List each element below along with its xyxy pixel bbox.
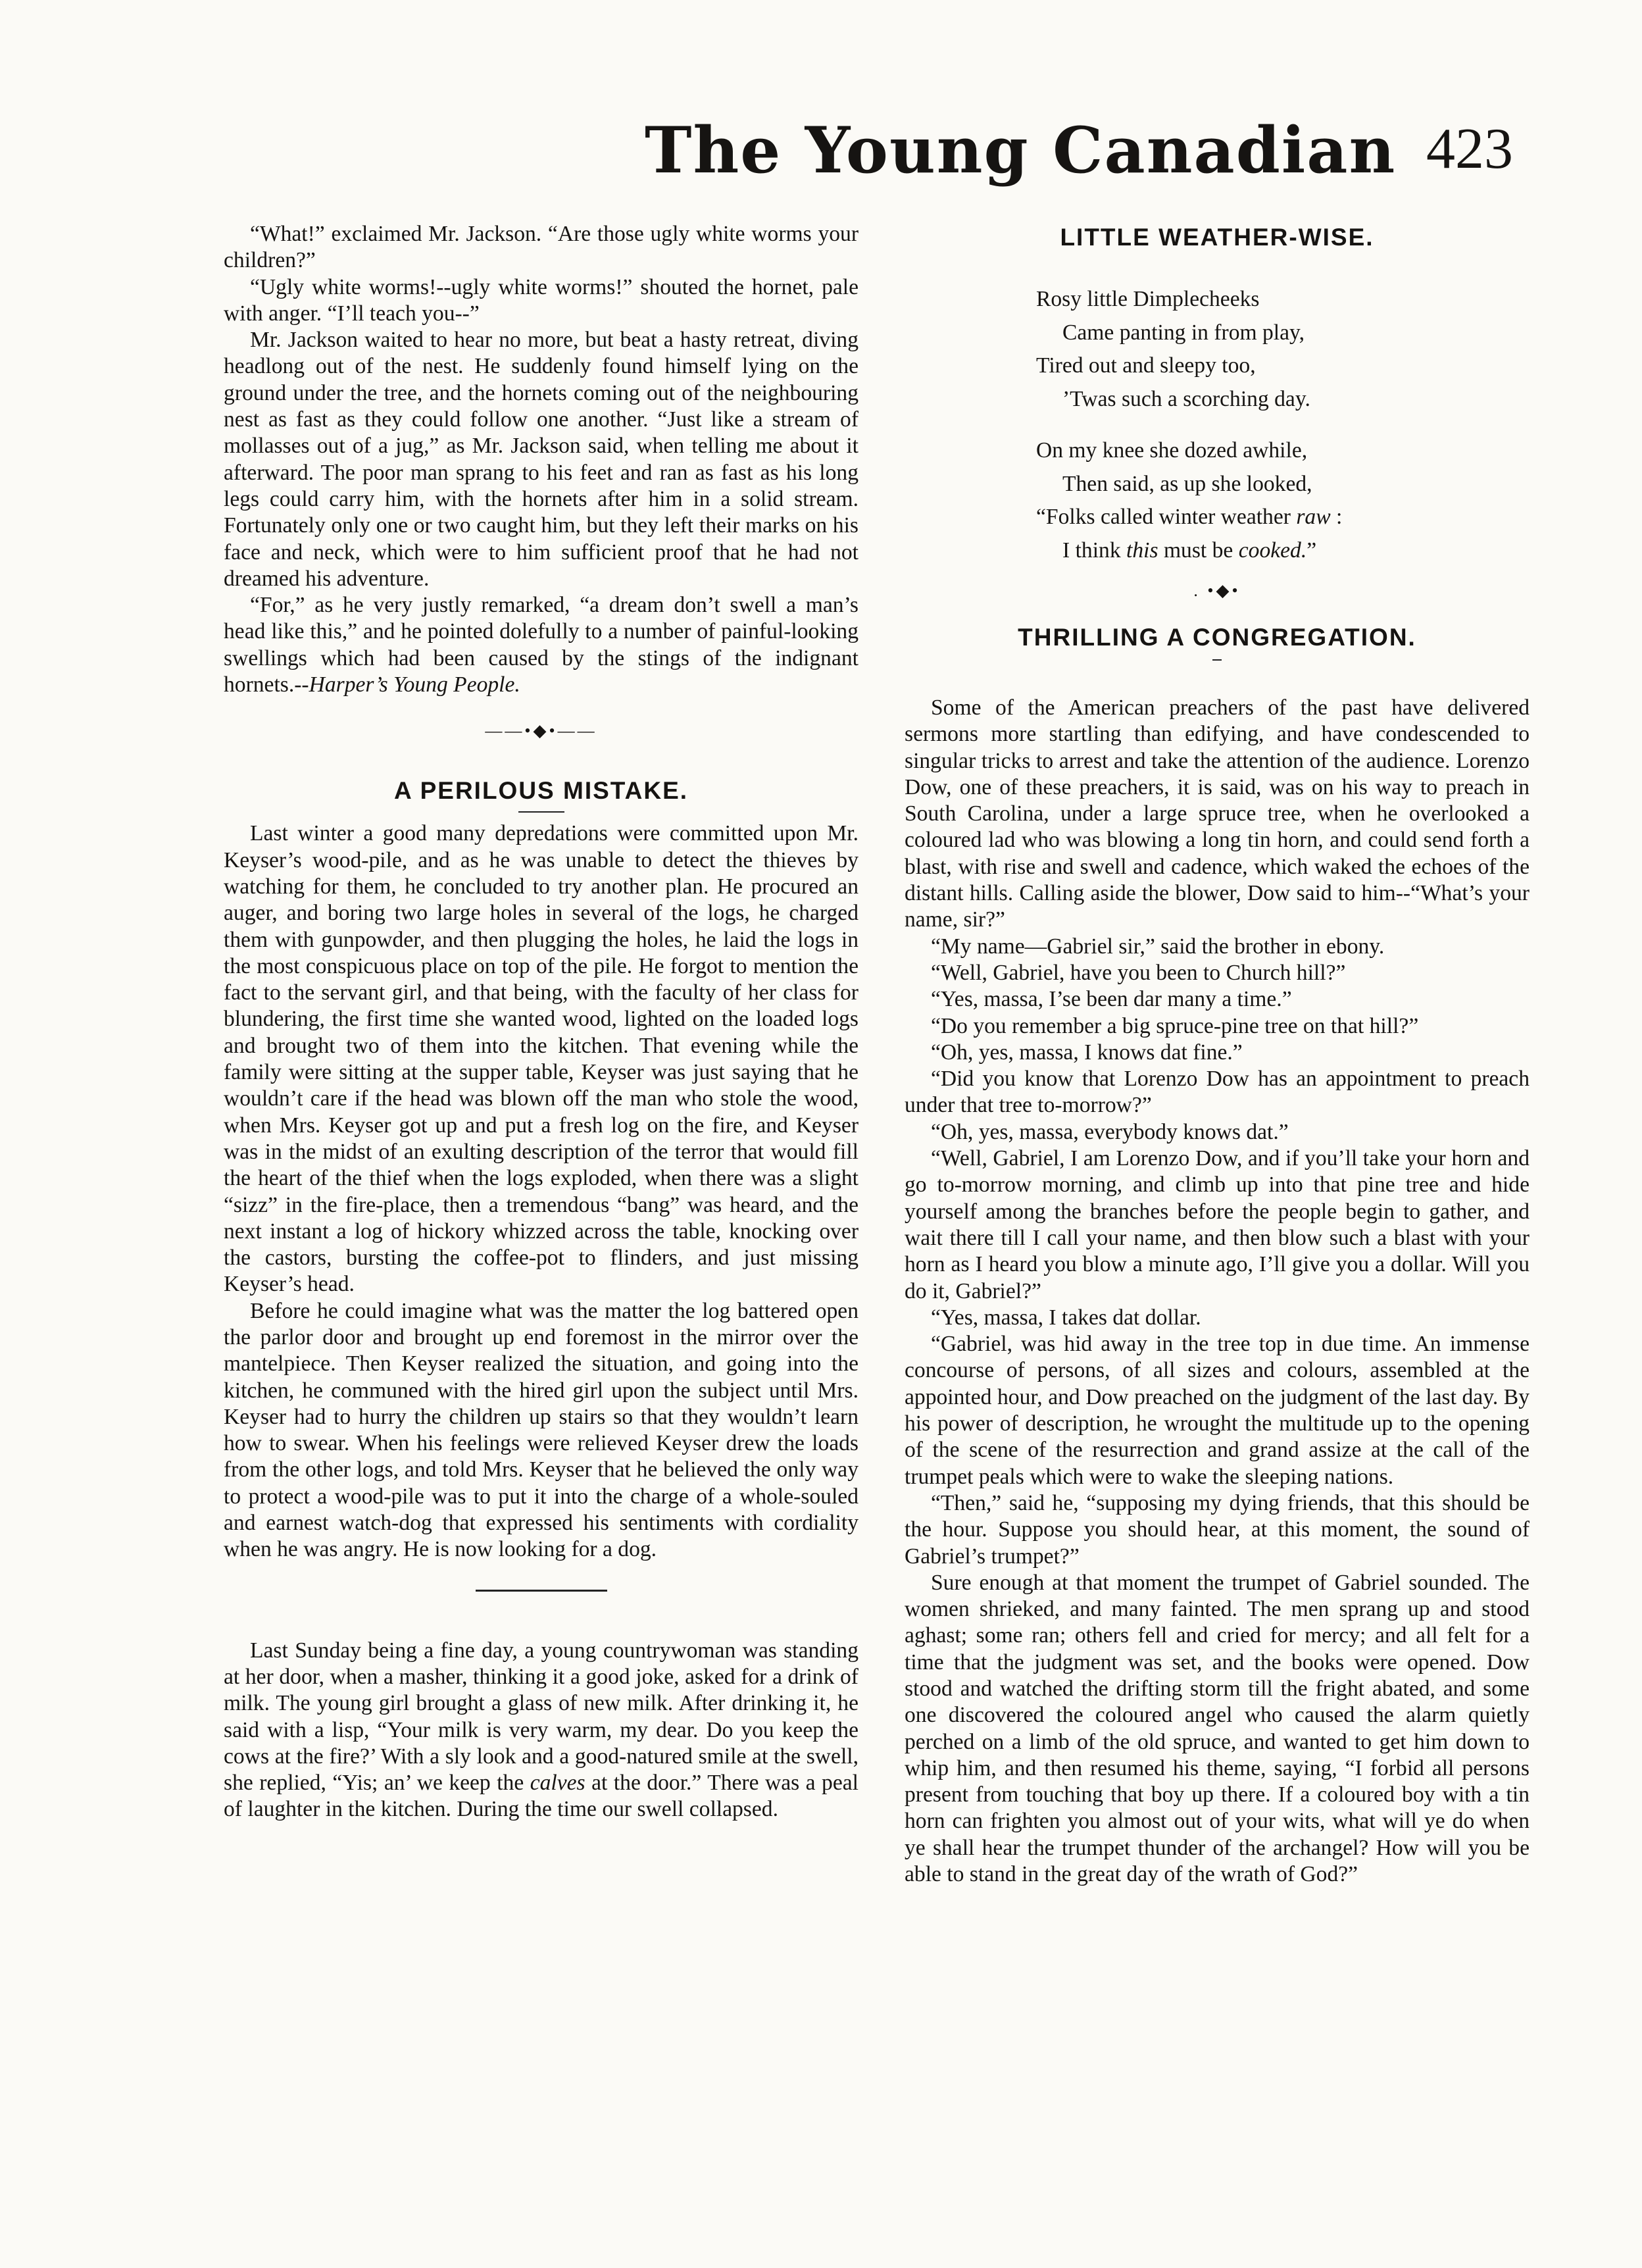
- poem-text: I think: [1062, 538, 1121, 563]
- article-paragraph: “Then,” said he, “supposing my dying friends, that this should be the hour. Suppose you should hear, at this moment, the sound of Gabriel’s trumpet?”: [905, 1490, 1530, 1569]
- poem-emphasis: raw: [1296, 505, 1331, 529]
- poem-line: ’Twas such a scorching day.: [1062, 386, 1310, 411]
- heading-perilous-mistake: A PERILOUS MISTAKE.: [393, 777, 689, 805]
- stanza-gap: [1036, 416, 1530, 434]
- poem-line: On my knee she dozed awhile,: [1036, 438, 1308, 463]
- story-closing-text: “For,” as he very justly remarked, “a dream don’t swell a man’s head like this,” and he pointed dolefully to a number of painful-looking swellings which had been caused by the stings of the indignant hornets.: [224, 593, 858, 697]
- section-ornament: . •◆•: [1193, 581, 1241, 600]
- poem-emphasis: this: [1126, 538, 1158, 563]
- anecdote-emphasis: calves: [530, 1771, 585, 1796]
- section-divider: ——•◆•——: [485, 721, 597, 741]
- poem-line: Tired out and sleepy too,: [1036, 353, 1256, 378]
- poem-text: must be: [1163, 538, 1233, 563]
- dialogue-line: “Yes, massa, I takes dat dollar.: [931, 1305, 1201, 1330]
- anecdote-text: Last Sunday being a fine day, a young countrywoman was standing at her door, when a masher, thinking it a good joke, asked for a drink of milk. The young girl brought a glass of new milk. After drinking it, he said with a lisp, “Your milk is very warm, my dear. Do you keep the cows at the fire?’ With a sly look and a good-natured smile at the swell, she replied, “Yis; an’ we keep the: [224, 1638, 858, 1796]
- anecdote-text-end: at the door.” There was a peal of laughter in the kitchen. During the time our swell collapsed.: [224, 1771, 858, 1822]
- dialogue-line: “Well, Gabriel, have you been to Church hill?”: [931, 960, 1346, 985]
- article-paragraph: Sure enough at that moment the trumpet of Gabriel sounded. The women shrieked, and many fainted. The men sprang up and stood aghast; some ran; others fell and cried for mercy; and all felt for a time that the judgment was set, and the books were opened. Dow stood and watched the drifting storm till the fright abated, and some one discovered the coloured angel who caused the alarm quietly perched on a limb of the old spruce, and wanted to get him down to whip him, and then resumed his theme, saying, “I forbid all persons present from touching that boy up there. If a coloured boy with a tin horn can frighten you almost out of your wits, what will ye do when ye shall hear the trumpet thunder of the archangel? How will you be able to stand in the great day of the wrath of God?”: [905, 1570, 1530, 1887]
- article-paragraph: Some of the American preachers of the past have delivered sermons more startling than edifying, and have condescended to singular tricks to arrest and take the attention of the audience. Lorenzo Dow, one of these preachers, it is said, was on his way to preach in South Carolina, under a large spruce tree, when he overlooked a coloured lad who was blowing a long tin horn, and could send forth a blast, with rise and swell and cadence, which waked the echoes of the distant hills. Calling aside the blower, Dow said to him--“What’s your name, sir?”: [905, 695, 1530, 932]
- dialogue-line: “Oh, yes, massa, everybody knows dat.”: [931, 1119, 1289, 1144]
- anecdote-paragraph: [224, 1638, 858, 1823]
- dialogue-line: “Did you know that Lorenzo Dow has an appointment to preach under that tree to-morrow?”: [905, 1067, 1530, 1118]
- dialogue-line: “Oh, yes, massa, I knows dat fine.”: [931, 1040, 1243, 1065]
- page-header: [197, 113, 1513, 199]
- poem-text: ”: [1306, 538, 1317, 563]
- poem-text: “Folks called winter weather: [1036, 505, 1291, 529]
- right-column: [905, 221, 1530, 2208]
- poem-line: [1036, 501, 1530, 534]
- page-number: 423: [1426, 117, 1513, 181]
- dialogue-line: “Yes, massa, I’se been dar many a time.”: [931, 987, 1292, 1012]
- poem-line: Then said, as up she looked,: [1062, 471, 1312, 496]
- heading-thrilling-congregation: THRILLING A CONGREGATION.: [1018, 624, 1416, 651]
- poem-line: Rosy little Dimplecheeks: [1036, 287, 1260, 311]
- article-paragraph: Last winter a good many depredations were committed upon Mr. Keyser’s wood-pile, and as he was unable to detect the thieves by watching for them, he concluded to try another plan. He procured an auger, and boring two large holes in several of the logs, he charged them with gunpowder, and then plugging the holes, he laid the logs in the most conspicuous place on top of the pile. He forgot to mention the fact to the servant girl, and that being, with the faculty of her class for blundering, the first time she wanted wood, lighted on the loaded logs and brought two of them into the kitchen. That evening while the family were sitting at the supper table, Keyser was just saying that he wouldn’t care if the head was blown off the man who stole the wood, when Mrs. Keyser got up and put a fresh log on the fire, and Keyser was in the midst of an exulting description of the terror that would fill the heart of the thief when the logs exploded, when there was a slight “sizz” in the fire-place, then a tremendous “bang” was heard, and the next instant a log of hickory whizzed across the table, knocking over the castors, bursting the coffee-pot to flinders, and just missing Keyser’s head.: [224, 821, 858, 1297]
- story-paragraph: “What!” exclaimed Mr. Jackson. “Are those ugly white worms your children?”: [224, 222, 858, 273]
- story-paragraph: “Ugly white worms!--ugly white worms!” shouted the hornet, pale with anger. “I’ll teach you--”: [224, 274, 858, 326]
- story-closing-paragraph: [224, 592, 858, 698]
- article-paragraph: “Gabriel, was hid away in the tree top in due time. An immense concourse of persons, of all sizes and colours, assembled at the appointed hour, and Dow preached on the judgment of the last day. By his power of description, he wrought the multitude up to the opening of the scene of the resurrection and grand assize at the call of the trumpet peals which were to wake the sleeping nations.: [905, 1332, 1530, 1489]
- article-paragraph: Before he could imagine what was the matter the log battered open the parlor door and brought up end foremost in the mirror over the mantelpiece. Then Keyser realized the situation, and going into the kitchen, he communed with the hired girl upon the subject until Mrs. Keyser had to hurry the children up stairs so that they wouldn’t learn how to swear. When his feelings were relieved Keyser drew the loads from the other logs, and told Mrs. Keyser that he believed the only way to protect a wood-pile was to put it into the charge of a whole-souled and earnest watch-dog that expressed his sentiments with cordiality when he was angry. He is now looking for a dog.: [224, 1298, 858, 1562]
- masthead-title: The Young Canadian: [645, 113, 1397, 188]
- story-paragraph: Mr. Jackson waited to hear no more, but beat a hasty retreat, diving headlong out of the nest. He suddenly found himself lying on the ground under the tree, and the hornets coming out of the neighbouring nest as fast as they could follow one another. “Just like a stream of mollasses out of a jug,” as Mr. Jackson said, when telling me about it afterward. The poor man sprang to his feet and ran as fast as his long legs could carry him, with the hornets after him in a solid stream. Fortunately only one or two caught him, but they left their marks on his face and neck, which were to him sufficient proof that he had not dreamed his adventure.: [224, 328, 858, 591]
- dialogue-line: “Well, Gabriel, I am Lorenzo Dow, and if you’ll take your horn and go to-morrow morning, and climb up into that pine tree and hide yourself among the branches before the people begin to gather, and wait there till I call your name, and then blow such a blast with your horn as I heard you blow a minute ago, I’ll give you a dollar. Will you do it, Gabriel?”: [905, 1146, 1530, 1303]
- poem-line: Came panting in from play,: [1062, 320, 1305, 345]
- source-credit: --Harper’s Young People.: [294, 672, 520, 697]
- poem-text: :: [1336, 505, 1343, 529]
- left-column: [224, 221, 858, 2162]
- poem-emphasis: cooked.: [1238, 538, 1307, 563]
- dialogue-line: “Do you remember a big spruce-pine tree on that hill?”: [931, 1013, 1419, 1038]
- heading-little-weather-wise: LITTLE WEATHER-WISE.: [1060, 224, 1374, 251]
- dialogue-line: “My name—Gabriel sir,” said the brother in ebony.: [931, 934, 1385, 959]
- poem-line: [1036, 534, 1530, 568]
- poem: [1036, 283, 1530, 567]
